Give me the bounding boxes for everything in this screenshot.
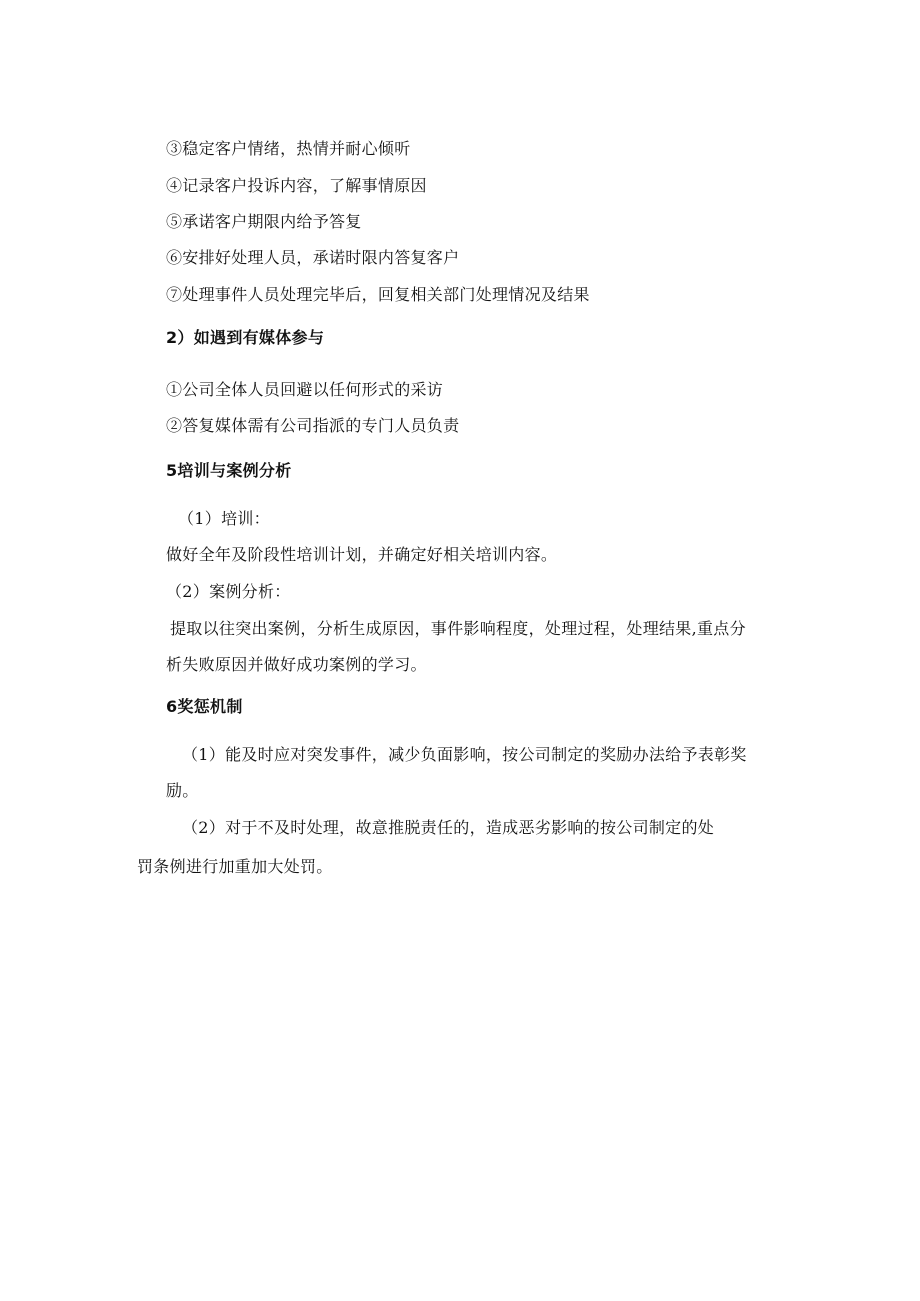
list-item-3: ③稳定客户情绪，热情并耐心倾听 [166, 139, 411, 158]
reward-line1: （1）能及时应对突发事件，减少负面影响，按公司制定的奖励办法给予表彰奖 [182, 745, 747, 764]
training-text: 做好全年及阶段性培训计划，并确定好相关培训内容。 [166, 545, 558, 564]
media-heading: 2）如遇到有媒体参与 [166, 328, 325, 347]
case-text-line1: 提取以往突出案例，分析生成原因，事件影响程度，处理过程，处理结果,重点分 [170, 619, 746, 638]
case-label: （2）案例分析： [166, 582, 291, 601]
list-item-4: ④记录客户投诉内容，了解事情原因 [166, 176, 427, 195]
list-item-6: ⑥安排好处理人员，承诺时限内答复客户 [166, 248, 460, 267]
section6-heading: 6奖惩机制 [166, 697, 243, 716]
penalty-line2: 罚条例进行加重加大处罚。 [137, 857, 333, 876]
list-item-7: ⑦处理事件人员处理完毕后，回复相关部门处理情况及结果 [166, 285, 590, 304]
media-item-1: ①公司全体人员回避以任何形式的采访 [166, 380, 444, 399]
training-label: （1）培训： [178, 509, 270, 528]
section5-heading: 5培训与案例分析 [166, 461, 292, 480]
reward-line2: 励。 [166, 781, 199, 800]
list-item-5: ⑤承诺客户期限内给予答复 [166, 212, 362, 231]
penalty-line1: （2）对于不及时处理，故意推脱责任的，造成恶劣影响的按公司制定的处 [182, 818, 715, 837]
case-text-line2: 析失败原因并做好成功案例的学习。 [166, 655, 427, 674]
media-item-2: ②答复媒体需有公司指派的专门人员负责 [166, 416, 460, 435]
